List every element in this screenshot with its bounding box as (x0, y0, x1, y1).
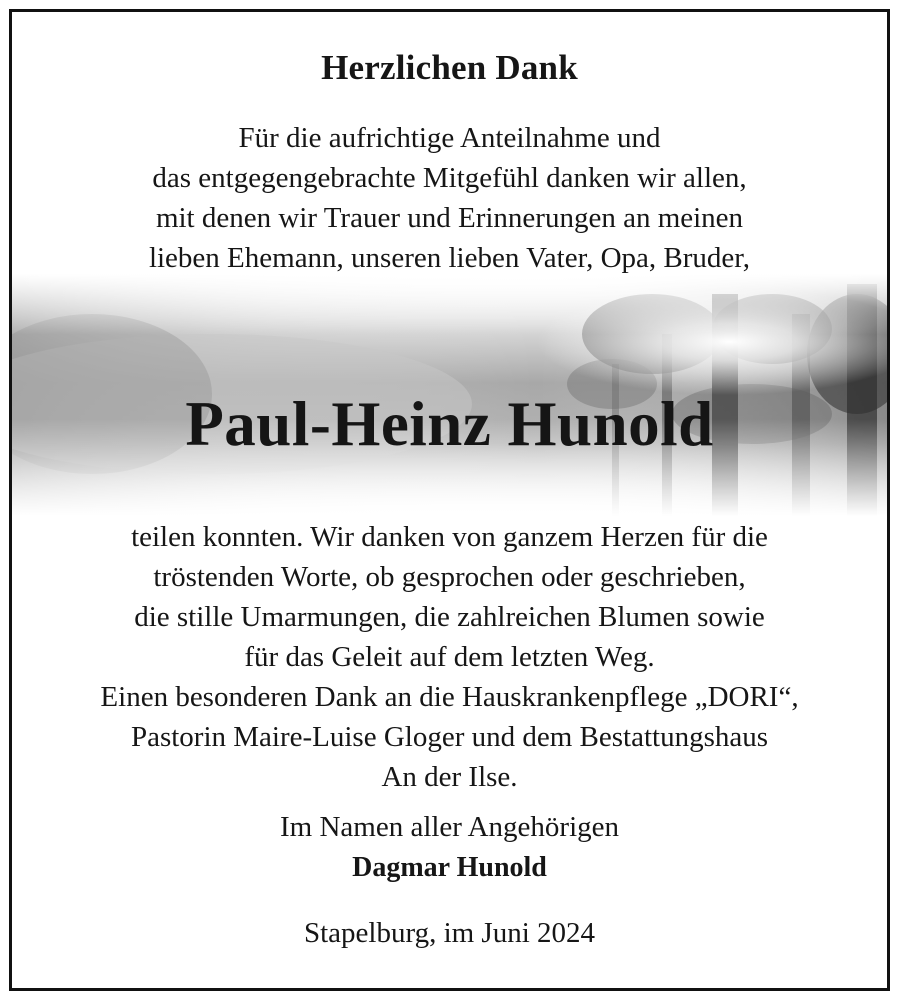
body-line: für das Geleit auf dem letzten Weg. (244, 641, 655, 673)
body-line: tröstenden Worte, ob gesprochen oder geschrieben, (153, 561, 746, 593)
signature-intro: Im Namen aller Angehörigen (279, 811, 620, 843)
forest-banner (12, 274, 887, 516)
place-date: Stapelburg, im Juni 2024 (303, 917, 596, 949)
body-line: die stille Umarmungen, die zahlreichen Blumen sowie (134, 601, 765, 633)
body-line: Pastorin Maire-Luise Gloger und dem Bestattungshaus (130, 721, 769, 753)
intro-line: lieben Ehemann, unseren lieben Vater, Opa, Bruder, (148, 242, 751, 274)
intro-line: Für die aufrichtige Anteilnahme und (238, 122, 661, 154)
obituary-card (9, 9, 890, 991)
body-line: An der Ilse. (381, 761, 518, 793)
body-line: teilen konnten. Wir danken von ganzem Herzen für die (131, 521, 768, 553)
deceased-name: Paul-Heinz Hunold (185, 389, 714, 459)
signature-name: Dagmar Hunold (352, 852, 547, 883)
heading: Herzlichen Dank (321, 48, 578, 87)
intro-line: mit denen wir Trauer und Erinnerungen an meinen (155, 202, 744, 234)
body-line: Einen besonderen Dank an die Hauskrankenpflege „DORI“, (100, 681, 799, 713)
intro-line: das entgegengebrachte Mitgefühl danken wir allen, (152, 162, 747, 194)
body-text (12, 517, 887, 797)
